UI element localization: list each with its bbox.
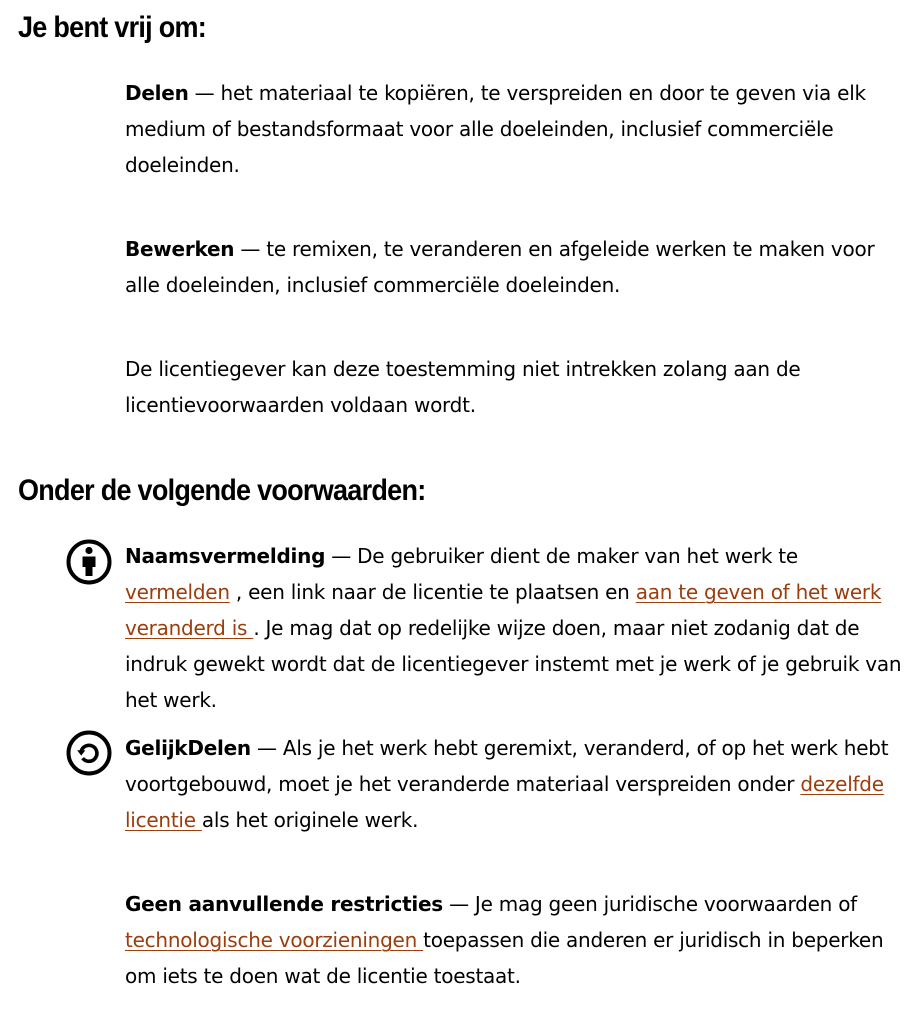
attribution-text-1: — De gebruiker dient de maker van het werk te [325,544,798,568]
no-restrictions-term: Geen aanvullende restricties [125,892,443,916]
adapt-paragraph [125,231,907,303]
attribution-text-2: , een link naar de licentie te plaatsen en [229,580,636,604]
sharealike-circular-arrow-icon [66,730,112,776]
sharealike-text-1: — Als je het werk hebt geremixt, veranderd, of op het werk hebt voortgebouwd, moet je het veranderde materiaal verspreiden onder [125,736,889,796]
attribution-link-credit[interactable]: vermelden [125,580,230,604]
attribution-term: Naamsvermelding [125,544,326,568]
sharealike-link-same-license[interactable]: dezelfde licentie [125,772,884,832]
sharealike-term: GelijkDelen [125,736,251,760]
share-text: — het materiaal te kopiëren, te verspreiden en door te geven via elk medium of bestandsformaat voor alle doeleinden, inclusief commerciële doeleinden. [125,81,866,177]
attribution-person-icon [66,539,112,585]
freedoms-heading: Je bent vrij om: [18,11,207,44]
no-restrictions-paragraph [125,886,907,994]
no-restrictions-link-technological-measures[interactable]: technologische voorzieningen [125,928,424,952]
attribution-text-3: . Je mag dat op redelijke wijze doen, maar niet zodanig dat de indruk gewekt wordt dat de licentiegever instemt met je werk of je gebruik van het werk. [125,616,902,712]
no-restrictions-text-2: toepassen die anderen er juridisch in beperken om iets te doen wat de licentie toestaat. [125,928,884,988]
adapt-text: — te remixen, te veranderen en afgeleide werken te maken voor alle doeleinden, inclusief commerciële doeleinden. [125,237,875,297]
share-term: Delen [125,81,189,105]
attribution-paragraph [125,538,907,718]
sharealike-paragraph [125,730,907,838]
irrevocable-paragraph: De licentiegever kan deze toestemming niet intrekken zolang aan de licentievoorwaarden voldaan wordt. [125,357,801,417]
sharealike-text-2: als het originele werk. [201,808,419,832]
share-paragraph [125,75,907,183]
conditions-heading: Onder de volgende voorwaarden: [18,474,426,507]
adapt-term: Bewerken [125,237,235,261]
attribution-link-changes[interactable]: aan te geven of het werk veranderd is [125,580,882,640]
no-restrictions-text-1: — Je mag geen juridische voorwaarden of [442,892,857,916]
